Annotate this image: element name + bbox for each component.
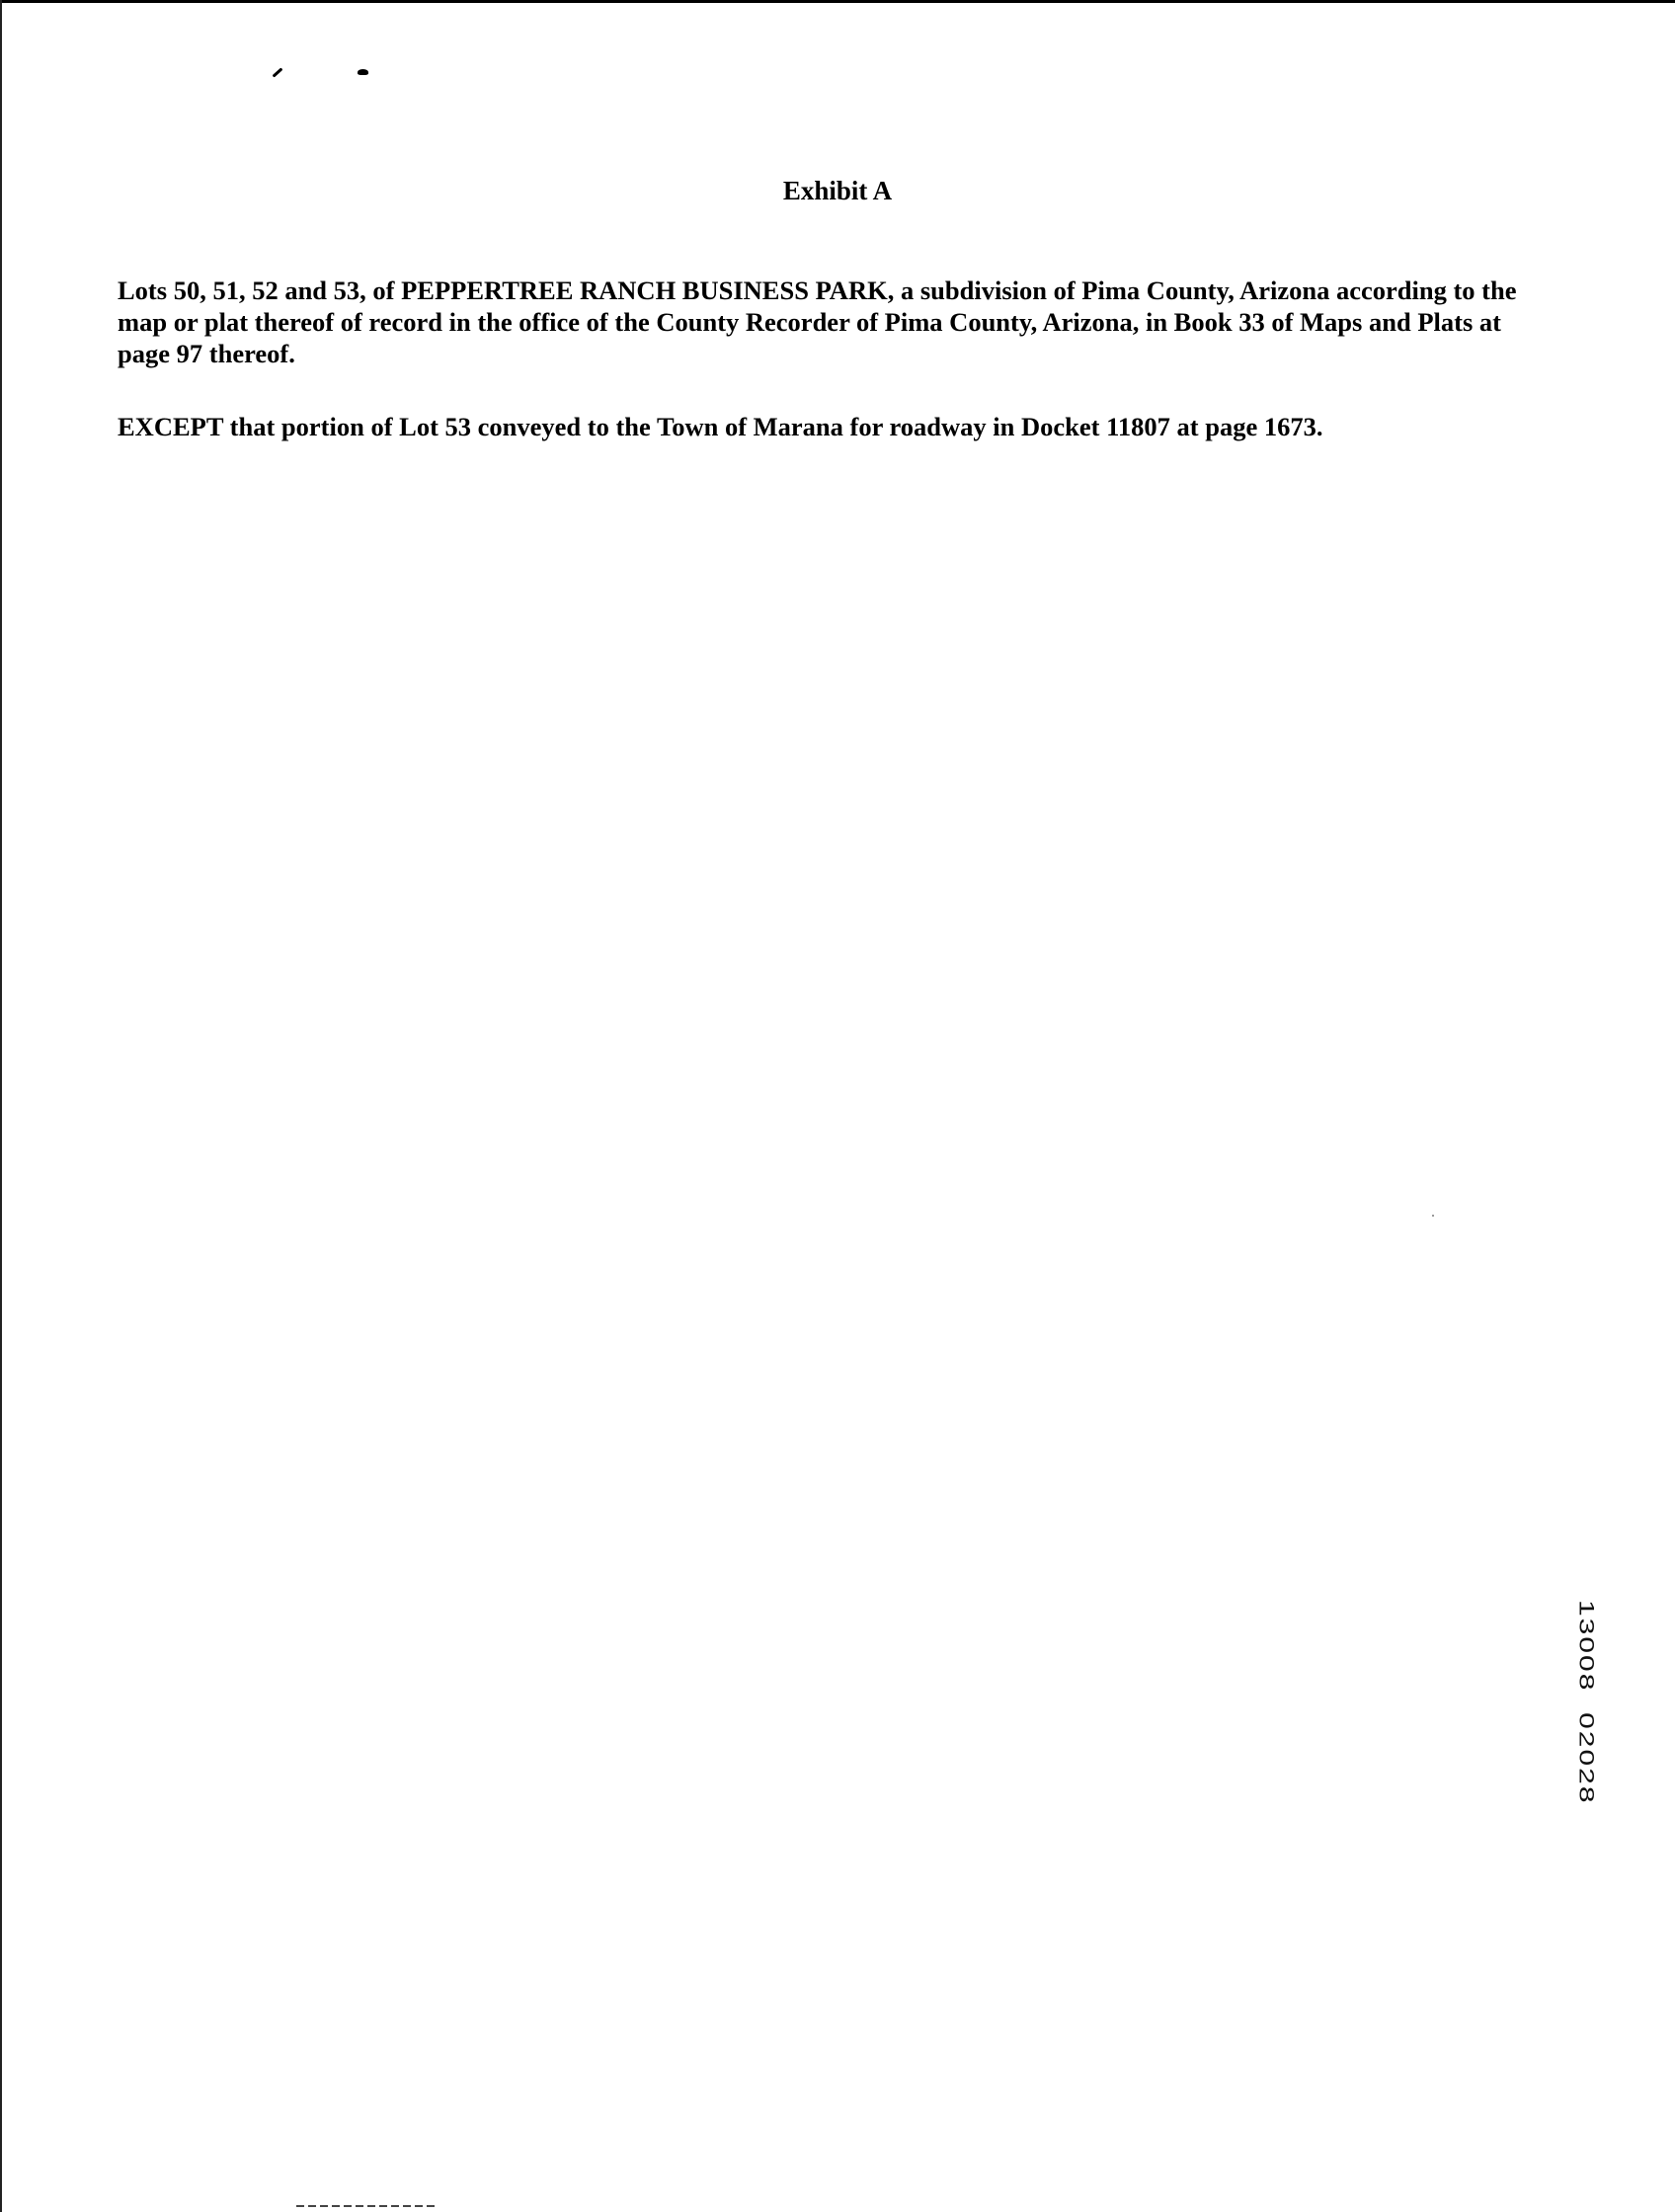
scan-speck bbox=[1432, 1215, 1434, 1217]
scan-top-edge bbox=[0, 0, 1675, 3]
exhibit-title: Exhibit A bbox=[782, 176, 893, 205]
scan-left-edge bbox=[0, 0, 2, 2212]
scan-speck bbox=[273, 67, 283, 77]
recording-number: 13008 02028 bbox=[1574, 1600, 1598, 1805]
legal-description-paragraph: Lots 50, 51, 52 and 53, of PEPPERTREE RANCH BUSINESS PARK, a subdivision of Pima County, Arizona according to the map or plat thereof of record in the office of the County Recorder of Pima County, Arizona, in Book 33 of Maps and Plats at page 97 thereof. bbox=[118, 276, 1517, 368]
exception-paragraph: EXCEPT that portion of Lot 53 conveyed to the Town of Marana for roadway in Docket 11807 at page 1673. bbox=[118, 412, 1323, 441]
scan-bottom-mark bbox=[296, 2205, 435, 2207]
scan-speck bbox=[358, 69, 368, 75]
